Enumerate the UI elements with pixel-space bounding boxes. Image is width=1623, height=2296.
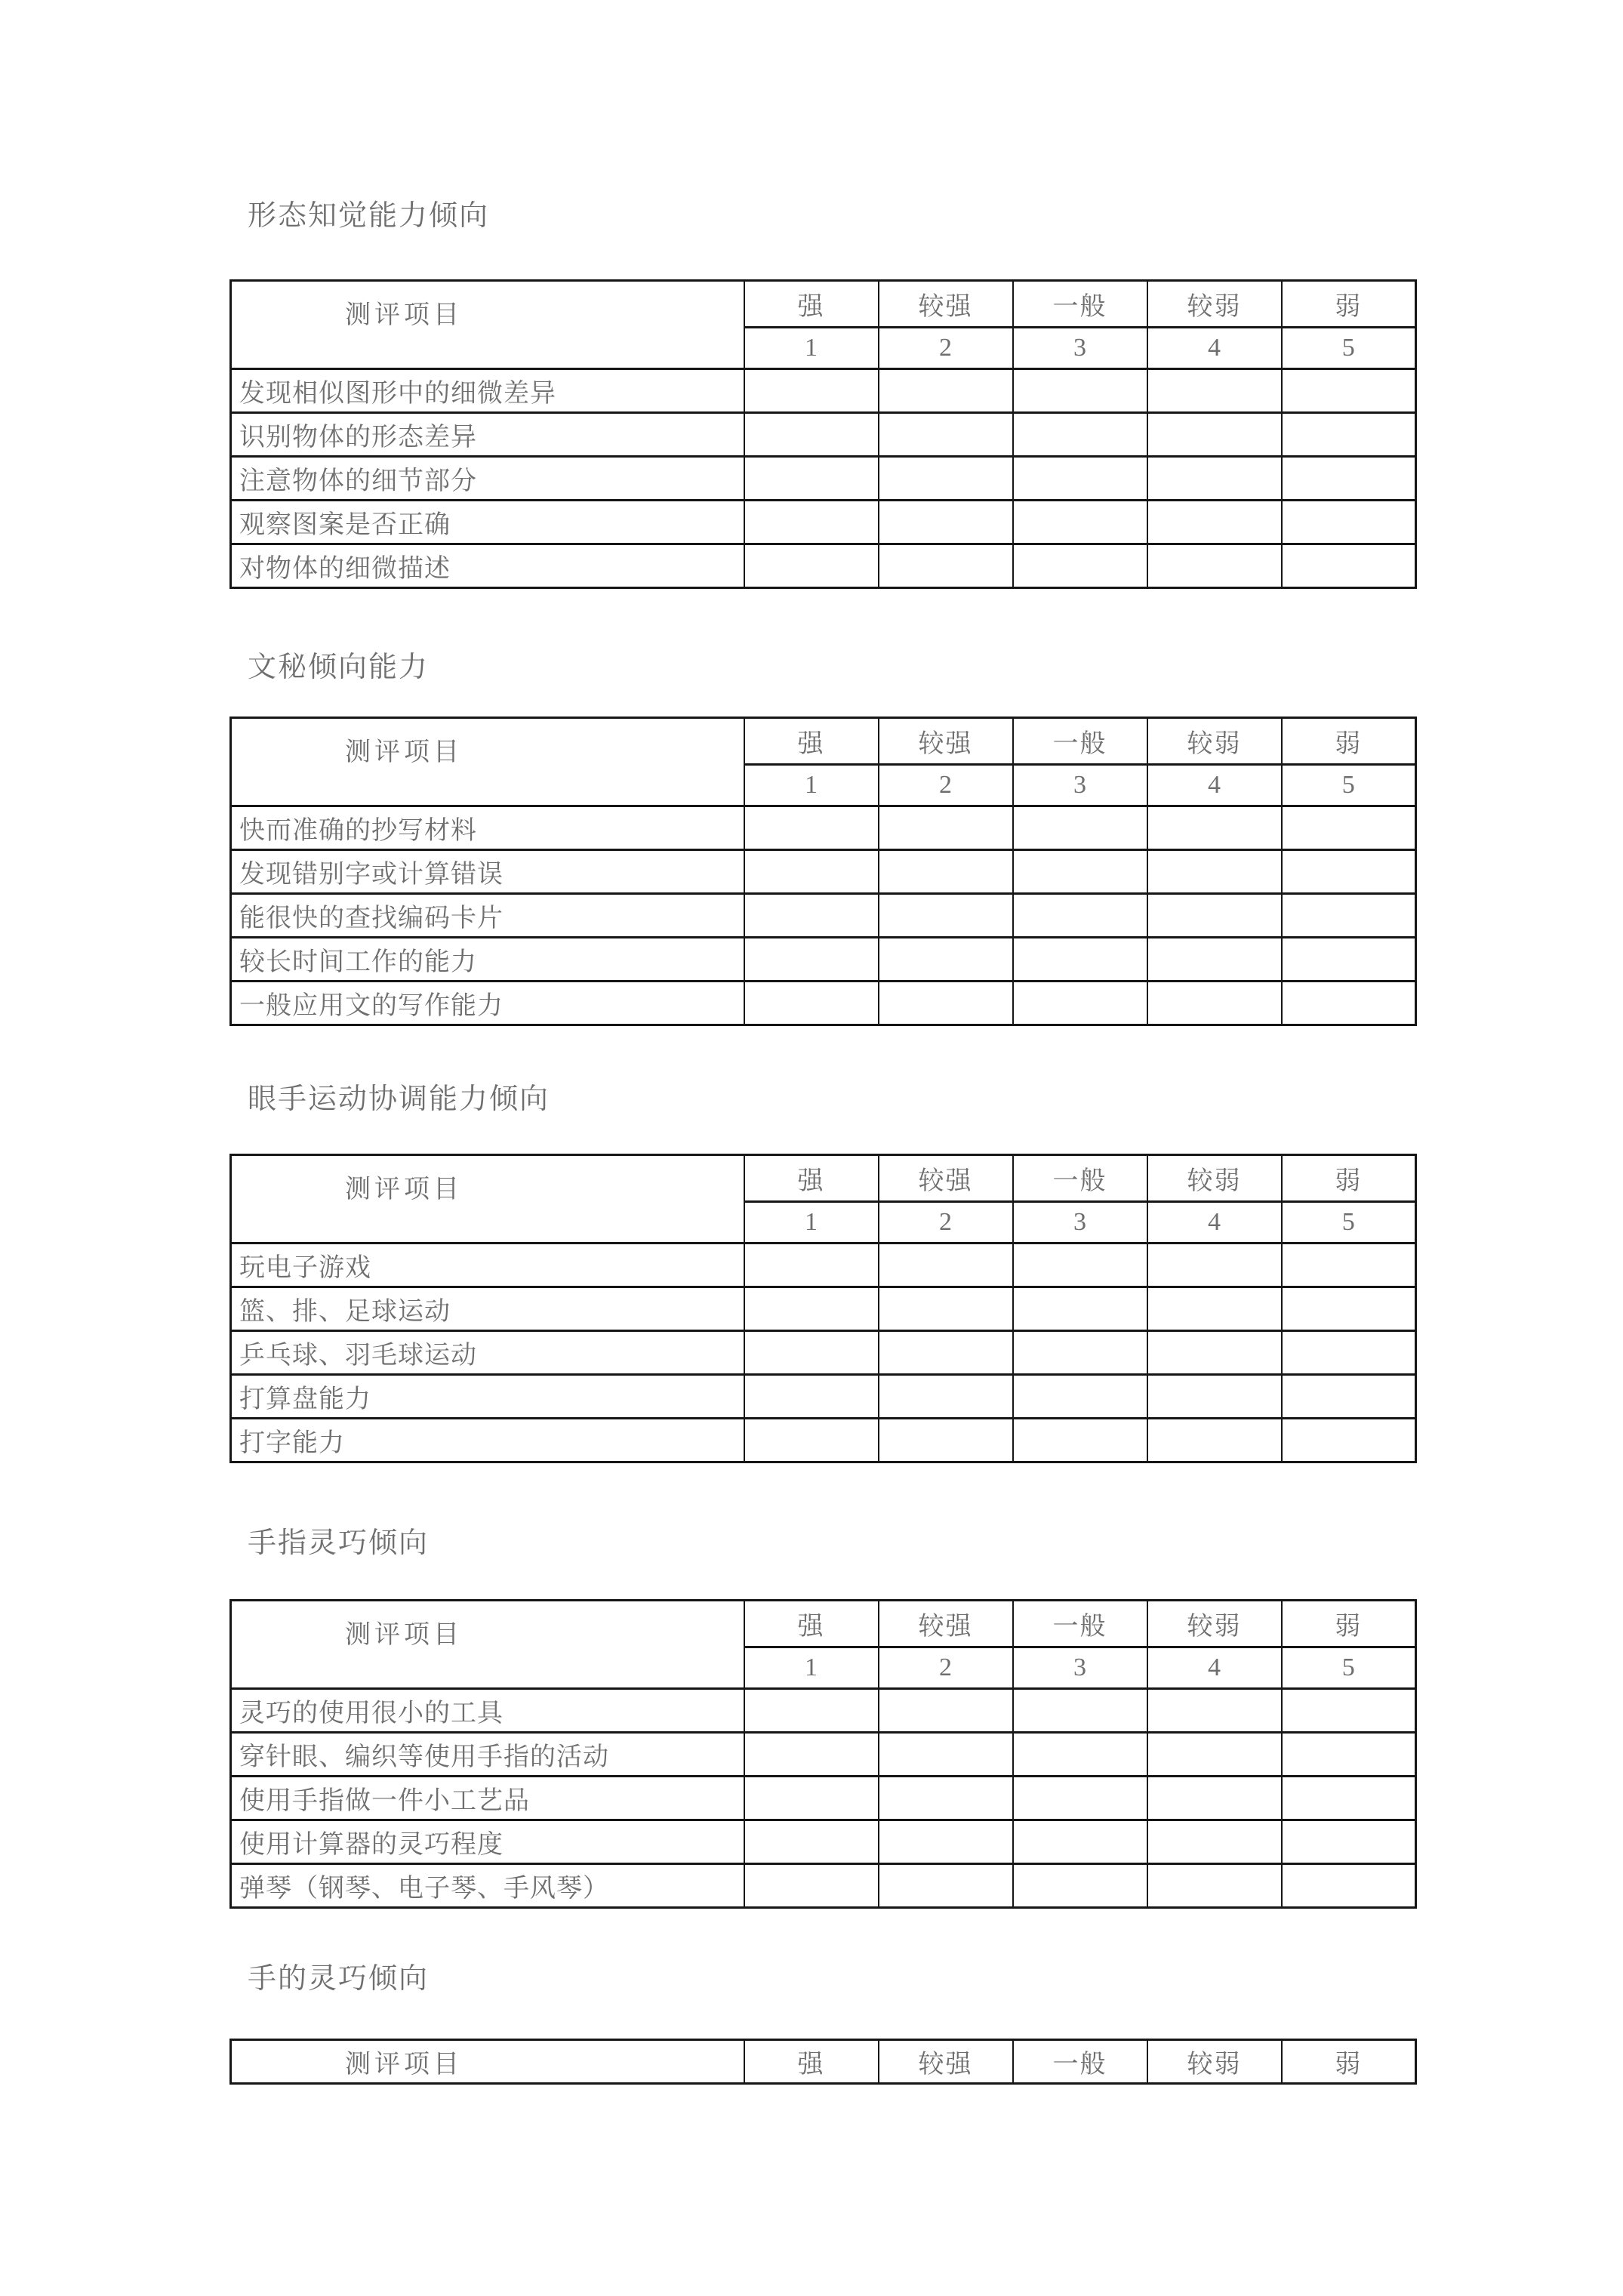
level-header-cell: 较弱 — [1147, 281, 1282, 328]
item-cell: 打字能力 — [231, 1419, 744, 1462]
level-header-cell: 一般 — [1013, 1155, 1147, 1202]
rating-cell-empty — [1282, 457, 1416, 501]
level-header-row — [231, 718, 1416, 765]
score-header-cell: 3 — [1013, 1647, 1147, 1689]
assessment-table — [229, 1154, 1417, 1463]
rating-cell-empty — [744, 806, 879, 850]
item-cell: 发现相似图形中的细微差异 — [231, 369, 744, 413]
rating-cell-empty — [744, 501, 879, 544]
table-row — [231, 982, 1416, 1025]
rating-cell-empty — [879, 1777, 1013, 1820]
rating-cell-empty — [1013, 982, 1147, 1025]
section-title: 形态知觉能力倾向 — [248, 200, 490, 232]
item-cell: 穿针眼、编织等使用手指的活动 — [231, 1733, 744, 1777]
rating-cell-empty — [1282, 982, 1416, 1025]
level-header-cell: 较弱 — [1147, 2040, 1282, 2084]
rating-cell-empty — [1147, 1244, 1282, 1287]
level-header-cell: 较强 — [879, 718, 1013, 765]
table-row — [231, 369, 1416, 413]
rating-cell-empty — [879, 501, 1013, 544]
rating-cell-empty — [744, 1419, 879, 1462]
table-row — [231, 413, 1416, 457]
rating-cell-empty — [1013, 413, 1147, 457]
rating-cell-empty — [744, 413, 879, 457]
level-header-row — [231, 2040, 1416, 2084]
table-row — [231, 1287, 1416, 1331]
score-header-cell: 2 — [879, 328, 1013, 369]
rating-cell-empty — [1147, 1331, 1282, 1375]
rating-cell-empty — [744, 1864, 879, 1908]
rating-cell-empty — [1147, 1375, 1282, 1419]
rating-cell-empty — [1147, 501, 1282, 544]
rating-cell-empty — [744, 1287, 879, 1331]
item-cell: 较长时间工作的能力 — [231, 938, 744, 982]
level-header-cell: 一般 — [1013, 718, 1147, 765]
rating-cell-empty — [879, 544, 1013, 588]
score-header-cell: 2 — [879, 1647, 1013, 1689]
table-row — [231, 1244, 1416, 1287]
item-cell: 对物体的细微描述 — [231, 544, 744, 588]
score-header-cell: 4 — [1147, 1202, 1282, 1244]
table-row — [231, 1375, 1416, 1419]
rating-cell-empty — [744, 894, 879, 938]
rating-cell-empty — [1282, 501, 1416, 544]
rating-cell-empty — [744, 1820, 879, 1864]
table-row — [231, 894, 1416, 938]
rating-cell-empty — [1147, 1777, 1282, 1820]
level-header-row — [231, 1601, 1416, 1647]
rating-cell-empty — [1282, 1820, 1416, 1864]
level-header-cell: 弱 — [1282, 2040, 1416, 2084]
rating-cell-empty — [879, 982, 1013, 1025]
score-header-cell: 4 — [1147, 328, 1282, 369]
item-cell: 使用手指做一件小工艺品 — [231, 1777, 744, 1820]
rating-cell-empty — [879, 1375, 1013, 1419]
rating-cell-empty — [1013, 1689, 1147, 1733]
rating-cell-empty — [1282, 938, 1416, 982]
level-header-cell: 一般 — [1013, 1601, 1147, 1647]
rating-cell-empty — [1013, 1733, 1147, 1777]
rating-cell-empty — [744, 982, 879, 1025]
item-cell: 发现错别字或计算错误 — [231, 850, 744, 894]
rating-cell-empty — [1147, 1820, 1282, 1864]
rating-cell-empty — [1147, 1419, 1282, 1462]
score-header-cell: 3 — [1013, 765, 1147, 806]
rating-cell-empty — [879, 938, 1013, 982]
rating-cell-empty — [744, 1244, 879, 1287]
table-row — [231, 457, 1416, 501]
rating-cell-empty — [1147, 1689, 1282, 1733]
table-row — [231, 1419, 1416, 1462]
level-header-cell: 较强 — [879, 2040, 1013, 2084]
rating-cell-empty — [1147, 938, 1282, 982]
rating-cell-empty — [879, 457, 1013, 501]
rating-cell-empty — [1013, 1375, 1147, 1419]
item-cell: 观察图案是否正确 — [231, 501, 744, 544]
score-header-cell: 2 — [879, 765, 1013, 806]
rating-cell-empty — [1013, 1820, 1147, 1864]
item-cell: 乒乓球、羽毛球运动 — [231, 1331, 744, 1375]
level-header-row — [231, 281, 1416, 328]
rating-cell-empty — [1282, 1419, 1416, 1462]
score-header-cell: 5 — [1282, 765, 1416, 806]
rating-cell-empty — [1147, 806, 1282, 850]
section-title: 手指灵巧倾向 — [248, 1527, 430, 1559]
assessment-table — [229, 279, 1417, 589]
rating-cell-empty — [744, 1733, 879, 1777]
rating-cell-empty — [1282, 1375, 1416, 1419]
rating-cell-empty — [1282, 544, 1416, 588]
rating-cell-empty — [744, 1375, 879, 1419]
score-header-cell: 4 — [1147, 1647, 1282, 1689]
table-row — [231, 1689, 1416, 1733]
rating-cell-empty — [1282, 1864, 1416, 1908]
level-header-cell: 弱 — [1282, 281, 1416, 328]
rating-cell-empty — [879, 369, 1013, 413]
rating-cell-empty — [1147, 369, 1282, 413]
rating-cell-empty — [1282, 1777, 1416, 1820]
level-header-cell: 较弱 — [1147, 1601, 1282, 1647]
table-row — [231, 501, 1416, 544]
table-row — [231, 1331, 1416, 1375]
rating-cell-empty — [1013, 501, 1147, 544]
rating-cell-empty — [1147, 894, 1282, 938]
rating-cell-empty — [879, 1287, 1013, 1331]
item-cell: 能很快的查找编码卡片 — [231, 894, 744, 938]
item-header-cell: 测评项目 — [231, 281, 744, 369]
item-cell: 弹琴（钢琴、电子琴、手风琴） — [231, 1864, 744, 1908]
score-header-cell: 5 — [1282, 1202, 1416, 1244]
rating-cell-empty — [1013, 1419, 1147, 1462]
rating-cell-empty — [879, 1864, 1013, 1908]
score-header-cell: 1 — [744, 1647, 879, 1689]
item-header-cell: 测评项目 — [231, 1155, 744, 1244]
rating-cell-empty — [879, 850, 1013, 894]
rating-cell-empty — [1013, 1777, 1147, 1820]
rating-cell-empty — [1282, 369, 1416, 413]
rating-cell-empty — [879, 1331, 1013, 1375]
rating-cell-empty — [879, 1244, 1013, 1287]
rating-cell-empty — [879, 413, 1013, 457]
assessment-table — [229, 717, 1417, 1026]
section-title: 手的灵巧倾向 — [248, 1963, 430, 1995]
rating-cell-empty — [1282, 1689, 1416, 1733]
rating-cell-empty — [1147, 413, 1282, 457]
section-title: 文秘倾向能力 — [248, 652, 430, 683]
rating-cell-empty — [879, 1820, 1013, 1864]
table-row — [231, 806, 1416, 850]
score-header-cell: 1 — [744, 1202, 879, 1244]
item-cell: 注意物体的细节部分 — [231, 457, 744, 501]
item-cell: 快而准确的抄写材料 — [231, 806, 744, 850]
table-row — [231, 1820, 1416, 1864]
table-row — [231, 544, 1416, 588]
rating-cell-empty — [879, 1689, 1013, 1733]
rating-cell-empty — [744, 544, 879, 588]
table-row — [231, 850, 1416, 894]
level-header-cell: 弱 — [1282, 718, 1416, 765]
rating-cell-empty — [744, 1777, 879, 1820]
rating-cell-empty — [1282, 806, 1416, 850]
rating-cell-empty — [1147, 1864, 1282, 1908]
item-header-cell: 测评项目 — [231, 1601, 744, 1689]
item-header-cell: 测评项目 — [231, 2040, 744, 2084]
score-header-cell: 2 — [879, 1202, 1013, 1244]
level-header-cell: 一般 — [1013, 2040, 1147, 2084]
level-header-cell: 强 — [744, 1601, 879, 1647]
rating-cell-empty — [1282, 850, 1416, 894]
level-header-row — [231, 1155, 1416, 1202]
rating-cell-empty — [1013, 544, 1147, 588]
rating-cell-empty — [1147, 457, 1282, 501]
rating-cell-empty — [1013, 457, 1147, 501]
rating-cell-empty — [1147, 544, 1282, 588]
table-row — [231, 1733, 1416, 1777]
table-row — [231, 1864, 1416, 1908]
rating-cell-empty — [1282, 1733, 1416, 1777]
level-header-cell: 弱 — [1282, 1155, 1416, 1202]
rating-cell-empty — [1282, 413, 1416, 457]
rating-cell-empty — [744, 1331, 879, 1375]
rating-cell-empty — [1013, 1864, 1147, 1908]
level-header-cell: 较强 — [879, 1601, 1013, 1647]
rating-cell-empty — [744, 938, 879, 982]
level-header-cell: 较强 — [879, 1155, 1013, 1202]
rating-cell-empty — [1147, 1733, 1282, 1777]
rating-cell-empty — [1013, 894, 1147, 938]
rating-cell-empty — [1013, 1244, 1147, 1287]
section-title: 眼手运动协调能力倾向 — [248, 1083, 550, 1115]
rating-cell-empty — [744, 457, 879, 501]
level-header-cell: 较弱 — [1147, 1155, 1282, 1202]
score-header-cell: 3 — [1013, 1202, 1147, 1244]
assessment-table-truncated — [229, 2039, 1417, 2085]
rating-cell-empty — [1147, 850, 1282, 894]
score-header-cell: 4 — [1147, 765, 1282, 806]
level-header-cell: 强 — [744, 2040, 879, 2084]
level-header-cell: 强 — [744, 718, 879, 765]
score-header-cell: 1 — [744, 328, 879, 369]
item-cell: 一般应用文的写作能力 — [231, 982, 744, 1025]
item-cell: 玩电子游戏 — [231, 1244, 744, 1287]
rating-cell-empty — [744, 369, 879, 413]
assessment-table — [229, 1599, 1417, 1909]
level-header-cell: 强 — [744, 281, 879, 328]
item-header-cell: 测评项目 — [231, 718, 744, 806]
item-cell: 篮、排、足球运动 — [231, 1287, 744, 1331]
rating-cell-empty — [1013, 938, 1147, 982]
score-header-cell: 1 — [744, 765, 879, 806]
table-row — [231, 938, 1416, 982]
rating-cell-empty — [1013, 1331, 1147, 1375]
rating-cell-empty — [744, 850, 879, 894]
rating-cell-empty — [879, 1733, 1013, 1777]
rating-cell-empty — [1147, 1287, 1282, 1331]
rating-cell-empty — [1013, 1287, 1147, 1331]
rating-cell-empty — [1013, 369, 1147, 413]
level-header-cell: 强 — [744, 1155, 879, 1202]
level-header-cell: 弱 — [1282, 1601, 1416, 1647]
rating-cell-empty — [1282, 1244, 1416, 1287]
level-header-cell: 一般 — [1013, 281, 1147, 328]
level-header-cell: 较强 — [879, 281, 1013, 328]
rating-cell-empty — [1282, 1287, 1416, 1331]
item-cell: 识别物体的形态差异 — [231, 413, 744, 457]
rating-cell-empty — [879, 894, 1013, 938]
table-row — [231, 1777, 1416, 1820]
item-cell: 灵巧的使用很小的工具 — [231, 1689, 744, 1733]
score-header-cell: 3 — [1013, 328, 1147, 369]
rating-cell-empty — [879, 806, 1013, 850]
rating-cell-empty — [1013, 850, 1147, 894]
rating-cell-empty — [1013, 806, 1147, 850]
score-header-cell: 5 — [1282, 328, 1416, 369]
item-cell: 打算盘能力 — [231, 1375, 744, 1419]
rating-cell-empty — [1147, 982, 1282, 1025]
level-header-cell: 较弱 — [1147, 718, 1282, 765]
score-header-cell: 5 — [1282, 1647, 1416, 1689]
rating-cell-empty — [1282, 1331, 1416, 1375]
rating-cell-empty — [879, 1419, 1013, 1462]
rating-cell-empty — [1282, 894, 1416, 938]
item-cell: 使用计算器的灵巧程度 — [231, 1820, 744, 1864]
rating-cell-empty — [744, 1689, 879, 1733]
